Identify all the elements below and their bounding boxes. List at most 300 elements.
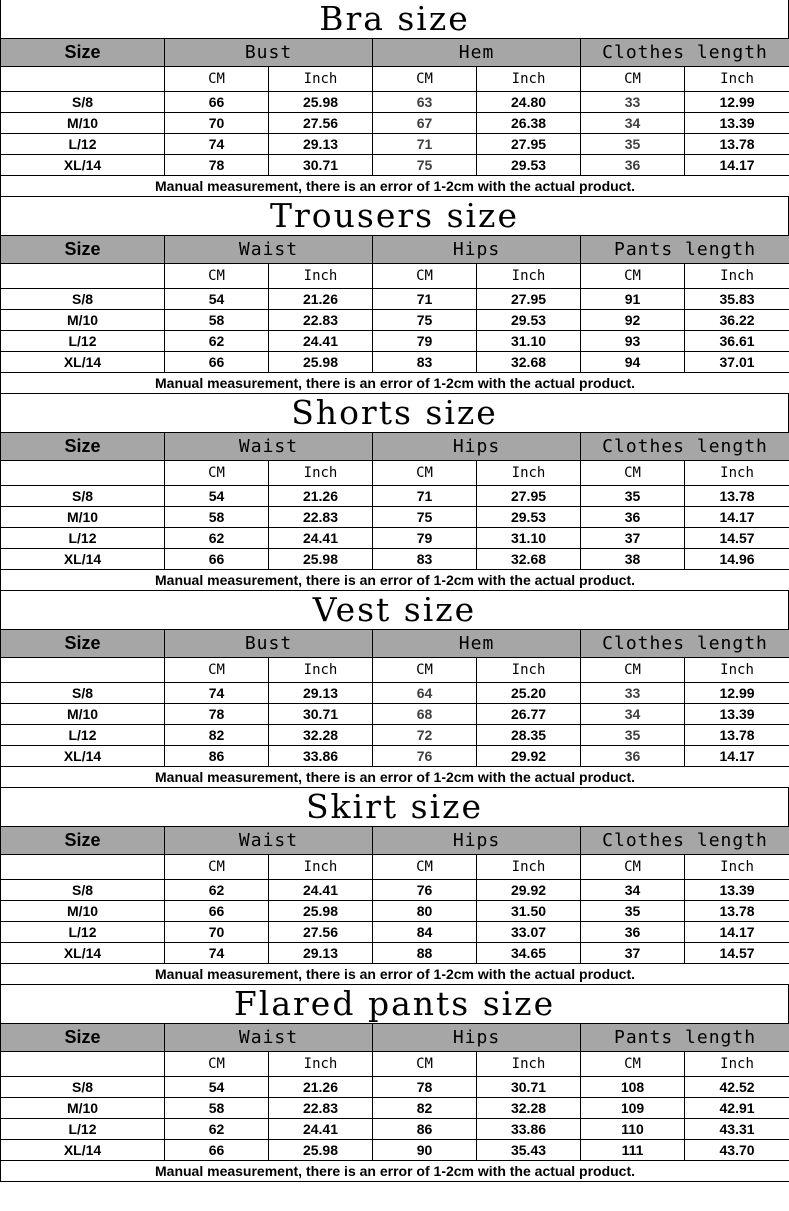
- measurement-value: 80: [373, 901, 477, 922]
- section-title: Skirt size: [0, 788, 789, 826]
- unit-inch: Inch: [685, 264, 789, 289]
- measurement-value: 92: [581, 310, 685, 331]
- measurement-value: 13.78: [685, 134, 789, 155]
- unit-blank-cell: [1, 264, 165, 289]
- measurement-value: 62: [165, 1119, 269, 1140]
- measurement-value: 35: [581, 134, 685, 155]
- measurement-value: 14.17: [685, 746, 789, 767]
- size-section-6: [0, 985, 789, 1182]
- measurement-value: 30.71: [269, 155, 373, 176]
- measurement-value: 29.53: [477, 310, 581, 331]
- unit-inch: Inch: [477, 855, 581, 880]
- table-row: [1, 1077, 789, 1098]
- measurement-value: 25.98: [269, 549, 373, 570]
- measurement-value: 31.50: [477, 901, 581, 922]
- measurement-value: 78: [165, 155, 269, 176]
- size-value: S/8: [1, 289, 165, 310]
- table-row: [1, 331, 789, 352]
- unit-cm: CM: [581, 855, 685, 880]
- measurement-value: 35: [581, 725, 685, 746]
- size-header: Size: [1, 827, 165, 855]
- measurement-value: 54: [165, 1077, 269, 1098]
- size-value: XL/14: [1, 943, 165, 964]
- unit-cm: CM: [165, 658, 269, 683]
- measurement-note: Manual measurement, there is an error of 1-2cm with the actual product.: [1, 964, 789, 985]
- unit-inch: Inch: [685, 461, 789, 486]
- measurement-value: 28.35: [477, 725, 581, 746]
- size-value: S/8: [1, 92, 165, 113]
- measurement-value: 24.41: [269, 880, 373, 901]
- measurement-value: 26.77: [477, 704, 581, 725]
- table-row: [1, 746, 789, 767]
- measurement-value: 75: [373, 507, 477, 528]
- size-value: S/8: [1, 683, 165, 704]
- measurement-value: 25.98: [269, 352, 373, 373]
- measurement-value: 14.96: [685, 549, 789, 570]
- unit-cm: CM: [373, 461, 477, 486]
- unit-cm: CM: [581, 658, 685, 683]
- measurement-value: 110: [581, 1119, 685, 1140]
- size-header: Size: [1, 630, 165, 658]
- unit-cm: CM: [581, 461, 685, 486]
- measurement-value: 14.17: [685, 155, 789, 176]
- measurement-value: 79: [373, 331, 477, 352]
- table-row: [1, 486, 789, 507]
- measurement-value: 13.78: [685, 725, 789, 746]
- measurement-value: 42.52: [685, 1077, 789, 1098]
- size-header: Size: [1, 39, 165, 67]
- measurement-value: 29.92: [477, 746, 581, 767]
- measurement-value: 71: [373, 289, 477, 310]
- table-row: [1, 922, 789, 943]
- measurement-value: 75: [373, 310, 477, 331]
- table-row: [1, 155, 789, 176]
- measurement-value: 29.13: [269, 943, 373, 964]
- measurement-value: 54: [165, 486, 269, 507]
- unit-cm: CM: [373, 855, 477, 880]
- measurement-value: 76: [373, 746, 477, 767]
- measurement-value: 14.17: [685, 922, 789, 943]
- table-row: [1, 310, 789, 331]
- unit-inch: Inch: [685, 658, 789, 683]
- measurement-value: 70: [165, 922, 269, 943]
- measurement-value: 35: [581, 486, 685, 507]
- group-header-row: [1, 236, 789, 264]
- unit-cm: CM: [165, 855, 269, 880]
- group-header-1: Bust: [165, 39, 373, 67]
- measurement-value: 29.13: [269, 134, 373, 155]
- measurement-value: 83: [373, 549, 477, 570]
- size-section-1: [0, 0, 789, 197]
- unit-inch: Inch: [685, 1052, 789, 1077]
- size-value: M/10: [1, 113, 165, 134]
- unit-inch: Inch: [269, 855, 373, 880]
- measurement-value: 58: [165, 310, 269, 331]
- size-value: L/12: [1, 725, 165, 746]
- measurement-value: 64: [373, 683, 477, 704]
- unit-inch: Inch: [269, 1052, 373, 1077]
- unit-cm: CM: [373, 1052, 477, 1077]
- unit-inch: Inch: [477, 461, 581, 486]
- unit-row: [1, 855, 789, 880]
- measurement-value: 38: [581, 549, 685, 570]
- size-value: S/8: [1, 486, 165, 507]
- unit-inch: Inch: [685, 67, 789, 92]
- measurement-value: 34: [581, 880, 685, 901]
- measurement-value: 32.28: [269, 725, 373, 746]
- measurement-value: 58: [165, 1098, 269, 1119]
- measurement-value: 37: [581, 528, 685, 549]
- measurement-value: 34.65: [477, 943, 581, 964]
- unit-inch: Inch: [269, 67, 373, 92]
- measurement-value: 24.80: [477, 92, 581, 113]
- measurement-value: 27.95: [477, 134, 581, 155]
- measurement-value: 14.57: [685, 943, 789, 964]
- measurement-value: 24.41: [269, 331, 373, 352]
- unit-cm: CM: [373, 658, 477, 683]
- measurement-value: 36: [581, 155, 685, 176]
- measurement-value: 33: [581, 92, 685, 113]
- measurement-value: 68: [373, 704, 477, 725]
- measurement-value: 27.95: [477, 486, 581, 507]
- size-section-4: [0, 591, 789, 788]
- measurement-value: 109: [581, 1098, 685, 1119]
- size-header: Size: [1, 236, 165, 264]
- group-header-2: Hips: [373, 433, 581, 461]
- unit-cm: CM: [165, 1052, 269, 1077]
- measurement-value: 29.13: [269, 683, 373, 704]
- measurement-value: 88: [373, 943, 477, 964]
- measurement-note: Manual measurement, there is an error of 1-2cm with the actual product.: [1, 767, 789, 788]
- measurement-value: 31.10: [477, 528, 581, 549]
- size-value: M/10: [1, 704, 165, 725]
- group-header-row: [1, 39, 789, 67]
- size-value: M/10: [1, 507, 165, 528]
- note-row: [1, 570, 789, 591]
- unit-blank-cell: [1, 658, 165, 683]
- measurement-value: 22.83: [269, 1098, 373, 1119]
- size-value: L/12: [1, 134, 165, 155]
- measurement-value: 90: [373, 1140, 477, 1161]
- measurement-value: 25.98: [269, 1140, 373, 1161]
- measurement-value: 86: [165, 746, 269, 767]
- measurement-value: 66: [165, 92, 269, 113]
- group-header-1: Waist: [165, 236, 373, 264]
- measurement-value: 54: [165, 289, 269, 310]
- table-row: [1, 289, 789, 310]
- group-header-3: Clothes length: [581, 39, 789, 67]
- measurement-value: 74: [165, 683, 269, 704]
- unit-cm: CM: [165, 67, 269, 92]
- measurement-value: 14.57: [685, 528, 789, 549]
- unit-inch: Inch: [477, 264, 581, 289]
- group-header-1: Bust: [165, 630, 373, 658]
- measurement-value: 75: [373, 155, 477, 176]
- measurement-value: 62: [165, 331, 269, 352]
- measurement-value: 66: [165, 901, 269, 922]
- unit-inch: Inch: [477, 1052, 581, 1077]
- measurement-value: 21.26: [269, 486, 373, 507]
- table-row: [1, 352, 789, 373]
- unit-inch: Inch: [269, 264, 373, 289]
- measurement-value: 24.41: [269, 528, 373, 549]
- measurement-value: 34: [581, 704, 685, 725]
- size-value: XL/14: [1, 352, 165, 373]
- measurement-note: Manual measurement, there is an error of 1-2cm with the actual product.: [1, 570, 789, 591]
- table-row: [1, 113, 789, 134]
- measurement-value: 21.26: [269, 1077, 373, 1098]
- measurement-value: 62: [165, 528, 269, 549]
- measurement-note: Manual measurement, there is an error of 1-2cm with the actual product.: [1, 1161, 789, 1182]
- size-value: M/10: [1, 310, 165, 331]
- size-table: [0, 235, 789, 394]
- size-value: L/12: [1, 331, 165, 352]
- unit-row: [1, 1052, 789, 1077]
- note-row: [1, 964, 789, 985]
- unit-cm: CM: [165, 461, 269, 486]
- measurement-value: 74: [165, 943, 269, 964]
- unit-row: [1, 67, 789, 92]
- measurement-value: 108: [581, 1077, 685, 1098]
- note-row: [1, 767, 789, 788]
- section-title: Flared pants size: [0, 985, 789, 1023]
- measurement-value: 66: [165, 549, 269, 570]
- size-value: M/10: [1, 901, 165, 922]
- size-value: S/8: [1, 1077, 165, 1098]
- measurement-value: 13.78: [685, 901, 789, 922]
- measurement-value: 36: [581, 507, 685, 528]
- measurement-value: 36.22: [685, 310, 789, 331]
- section-title: Trousers size: [0, 197, 789, 235]
- table-row: [1, 507, 789, 528]
- measurement-value: 66: [165, 1140, 269, 1161]
- group-header-1: Waist: [165, 827, 373, 855]
- unit-inch: Inch: [269, 658, 373, 683]
- table-row: [1, 549, 789, 570]
- group-header-row: [1, 433, 789, 461]
- table-row: [1, 725, 789, 746]
- group-header-row: [1, 630, 789, 658]
- measurement-value: 78: [373, 1077, 477, 1098]
- measurement-value: 25.20: [477, 683, 581, 704]
- size-value: L/12: [1, 922, 165, 943]
- measurement-value: 37: [581, 943, 685, 964]
- size-value: S/8: [1, 880, 165, 901]
- measurement-value: 22.83: [269, 507, 373, 528]
- unit-inch: Inch: [685, 855, 789, 880]
- measurement-value: 33: [581, 683, 685, 704]
- measurement-value: 67: [373, 113, 477, 134]
- unit-inch: Inch: [269, 461, 373, 486]
- measurement-note: Manual measurement, there is an error of 1-2cm with the actual product.: [1, 373, 789, 394]
- size-header: Size: [1, 1024, 165, 1052]
- unit-cm: CM: [373, 264, 477, 289]
- measurement-value: 91: [581, 289, 685, 310]
- measurement-value: 24.41: [269, 1119, 373, 1140]
- measurement-value: 13.78: [685, 486, 789, 507]
- note-row: [1, 1161, 789, 1182]
- measurement-value: 78: [165, 704, 269, 725]
- size-section-2: [0, 197, 789, 394]
- unit-blank-cell: [1, 1052, 165, 1077]
- size-table: [0, 432, 789, 591]
- size-value: L/12: [1, 528, 165, 549]
- measurement-value: 74: [165, 134, 269, 155]
- measurement-value: 12.99: [685, 683, 789, 704]
- size-table: [0, 1023, 789, 1182]
- unit-inch: Inch: [477, 658, 581, 683]
- measurement-value: 33.86: [477, 1119, 581, 1140]
- unit-cm: CM: [581, 67, 685, 92]
- measurement-value: 86: [373, 1119, 477, 1140]
- measurement-value: 70: [165, 113, 269, 134]
- group-header-2: Hem: [373, 39, 581, 67]
- size-table: [0, 826, 789, 985]
- measurement-value: 36.61: [685, 331, 789, 352]
- table-row: [1, 704, 789, 725]
- measurement-value: 76: [373, 880, 477, 901]
- measurement-value: 36: [581, 746, 685, 767]
- table-row: [1, 901, 789, 922]
- measurement-value: 32.28: [477, 1098, 581, 1119]
- measurement-value: 35.83: [685, 289, 789, 310]
- size-value: M/10: [1, 1098, 165, 1119]
- group-header-2: Hips: [373, 1024, 581, 1052]
- group-header-2: Hem: [373, 630, 581, 658]
- unit-blank-cell: [1, 67, 165, 92]
- measurement-value: 13.39: [685, 113, 789, 134]
- group-header-row: [1, 1024, 789, 1052]
- table-row: [1, 92, 789, 113]
- unit-row: [1, 461, 789, 486]
- table-row: [1, 1098, 789, 1119]
- table-row: [1, 683, 789, 704]
- measurement-value: 31.10: [477, 331, 581, 352]
- measurement-value: 62: [165, 880, 269, 901]
- measurement-value: 43.70: [685, 1140, 789, 1161]
- measurement-value: 83: [373, 352, 477, 373]
- table-row: [1, 1140, 789, 1161]
- measurement-value: 66: [165, 352, 269, 373]
- measurement-value: 63: [373, 92, 477, 113]
- measurement-value: 58: [165, 507, 269, 528]
- measurement-value: 111: [581, 1140, 685, 1161]
- group-header-1: Waist: [165, 433, 373, 461]
- measurement-value: 94: [581, 352, 685, 373]
- measurement-value: 32.68: [477, 352, 581, 373]
- measurement-value: 72: [373, 725, 477, 746]
- group-header-3: Pants length: [581, 236, 789, 264]
- unit-cm: CM: [373, 67, 477, 92]
- measurement-value: 43.31: [685, 1119, 789, 1140]
- measurement-value: 14.17: [685, 507, 789, 528]
- unit-cm: CM: [581, 264, 685, 289]
- table-row: [1, 943, 789, 964]
- group-header-3: Clothes length: [581, 827, 789, 855]
- measurement-value: 22.83: [269, 310, 373, 331]
- section-title: Shorts size: [0, 394, 789, 432]
- unit-inch: Inch: [477, 67, 581, 92]
- measurement-value: 93: [581, 331, 685, 352]
- measurement-note: Manual measurement, there is an error of 1-2cm with the actual product.: [1, 176, 789, 197]
- size-header: Size: [1, 433, 165, 461]
- measurement-value: 82: [165, 725, 269, 746]
- note-row: [1, 373, 789, 394]
- unit-blank-cell: [1, 855, 165, 880]
- size-value: XL/14: [1, 155, 165, 176]
- measurement-value: 36: [581, 922, 685, 943]
- size-value: XL/14: [1, 1140, 165, 1161]
- table-row: [1, 880, 789, 901]
- measurement-value: 82: [373, 1098, 477, 1119]
- section-title: Bra size: [0, 0, 789, 38]
- measurement-value: 42.91: [685, 1098, 789, 1119]
- measurement-value: 12.99: [685, 92, 789, 113]
- measurement-value: 71: [373, 134, 477, 155]
- unit-cm: CM: [581, 1052, 685, 1077]
- section-title: Vest size: [0, 591, 789, 629]
- measurement-value: 33.07: [477, 922, 581, 943]
- measurement-value: 25.98: [269, 901, 373, 922]
- measurement-value: 71: [373, 486, 477, 507]
- measurement-value: 84: [373, 922, 477, 943]
- unit-cm: CM: [165, 264, 269, 289]
- measurement-value: 79: [373, 528, 477, 549]
- group-header-3: Clothes length: [581, 433, 789, 461]
- size-table: [0, 629, 789, 788]
- table-row: [1, 528, 789, 549]
- unit-row: [1, 658, 789, 683]
- measurement-value: 29.92: [477, 880, 581, 901]
- group-header-2: Hips: [373, 827, 581, 855]
- measurement-value: 29.53: [477, 155, 581, 176]
- size-value: XL/14: [1, 549, 165, 570]
- group-header-2: Hips: [373, 236, 581, 264]
- measurement-value: 27.95: [477, 289, 581, 310]
- measurement-value: 35.43: [477, 1140, 581, 1161]
- size-section-5: [0, 788, 789, 985]
- measurement-value: 33.86: [269, 746, 373, 767]
- table-row: [1, 1119, 789, 1140]
- size-table: [0, 38, 789, 197]
- group-header-3: Clothes length: [581, 630, 789, 658]
- measurement-value: 25.98: [269, 92, 373, 113]
- size-value: XL/14: [1, 746, 165, 767]
- group-header-row: [1, 827, 789, 855]
- group-header-1: Waist: [165, 1024, 373, 1052]
- measurement-value: 29.53: [477, 507, 581, 528]
- group-header-3: Pants length: [581, 1024, 789, 1052]
- unit-row: [1, 264, 789, 289]
- note-row: [1, 176, 789, 197]
- measurement-value: 13.39: [685, 704, 789, 725]
- size-value: L/12: [1, 1119, 165, 1140]
- measurement-value: 30.71: [269, 704, 373, 725]
- measurement-value: 30.71: [477, 1077, 581, 1098]
- measurement-value: 32.68: [477, 549, 581, 570]
- measurement-value: 35: [581, 901, 685, 922]
- measurement-value: 26.38: [477, 113, 581, 134]
- measurement-value: 34: [581, 113, 685, 134]
- unit-blank-cell: [1, 461, 165, 486]
- measurement-value: 21.26: [269, 289, 373, 310]
- measurement-value: 13.39: [685, 880, 789, 901]
- measurement-value: 37.01: [685, 352, 789, 373]
- measurement-value: 27.56: [269, 922, 373, 943]
- table-row: [1, 134, 789, 155]
- size-section-3: [0, 394, 789, 591]
- measurement-value: 27.56: [269, 113, 373, 134]
